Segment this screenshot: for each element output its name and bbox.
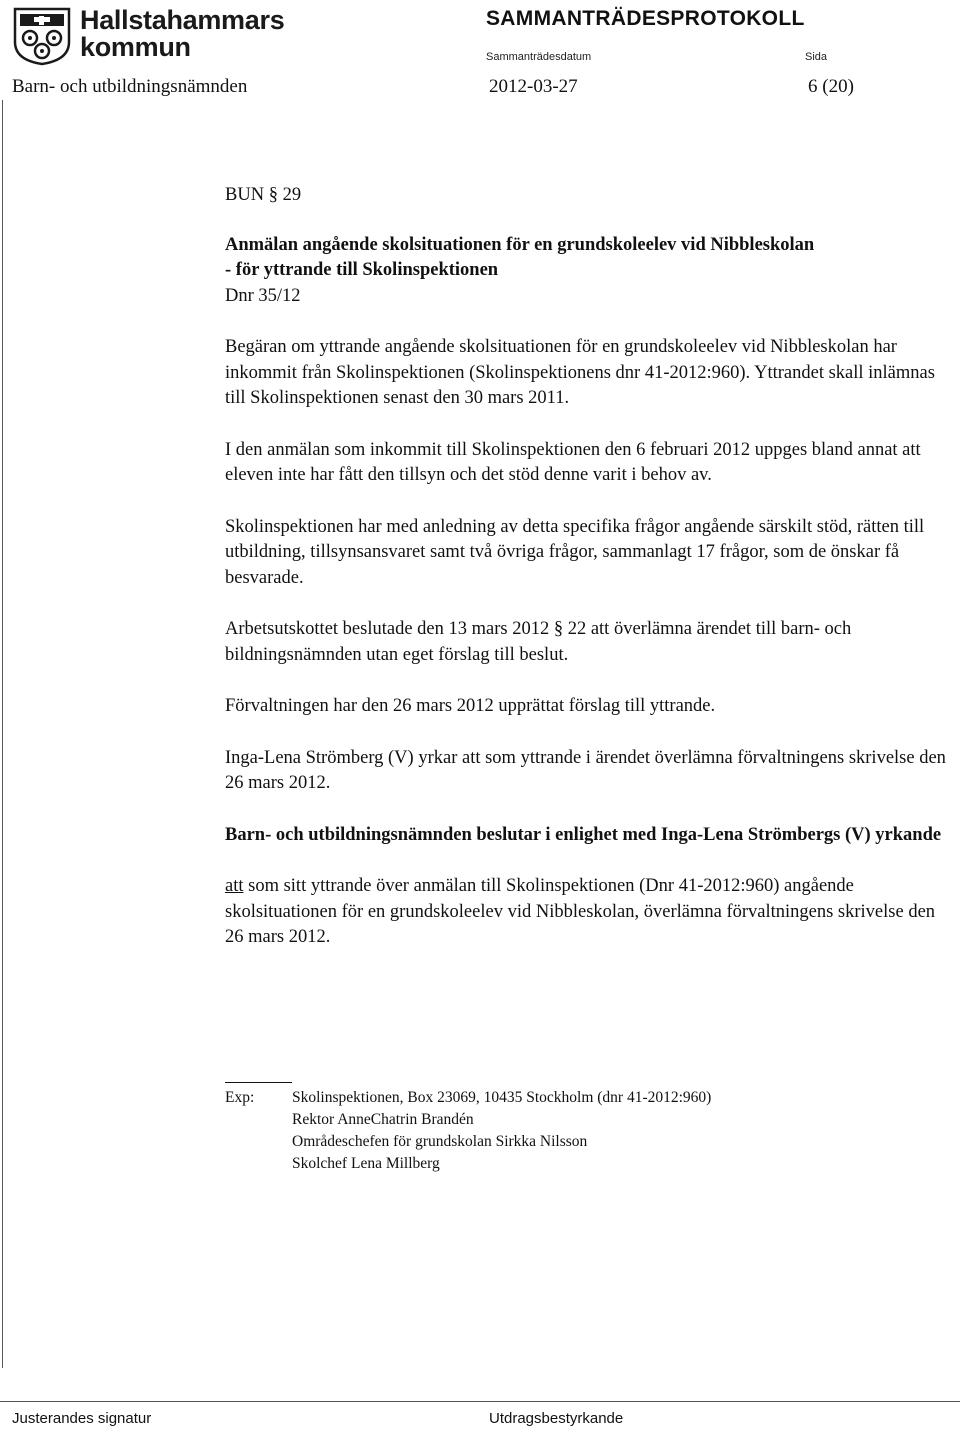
left-margin-rule (2, 100, 3, 1368)
paragraph-request: Begäran om yttrande angående skolsituationen för en grundskoleelev vid Nibbleskolan har inkommit från Skolinspektionen (Skolinspektionens dnr 41-2012:960). Yttrandet skall inlämnas till Skolinspektionen senast den 30 mars 2011. (225, 337, 935, 408)
section-id: BUN § 29 (225, 185, 302, 205)
item-heading-line2: - för yttrande till Skolinspektionen (225, 260, 499, 280)
exp-label: Exp: (225, 1089, 255, 1106)
exp-recipient: Skolchef Lena Millberg (292, 1155, 440, 1172)
dnr: Dnr 35/12 (225, 285, 301, 306)
decision-heading: Barn- och utbildningsnämnden beslutar i enlighet med Inga-Lena Strömbergs (V) yrkande (225, 824, 942, 845)
page-number: 6 (20) (808, 76, 854, 97)
att-keyword: att (225, 876, 244, 896)
protocol-body (225, 183, 955, 951)
document-type-title: SAMMANTRÄDESPROTOKOLL (486, 7, 805, 30)
exp-recipient: Områdeschefen för grundskolan Sirkka Nilsson (292, 1133, 588, 1150)
meeting-date: 2012-03-27 (489, 76, 578, 97)
committee-name: Barn- och utbildningsnämnden (12, 76, 248, 97)
footer-rule (0, 1401, 960, 1402)
extract-certification-label: Utdragsbestyrkande (489, 1410, 624, 1427)
paragraph-report: I den anmälan som inkommit till Skolinspektionen den 6 februari 2012 uppges bland annat att eleven inte har fått den tillsyn och det stöd denne varit i behov av. (225, 439, 921, 485)
org-name-line2: kommun (80, 32, 191, 62)
item-heading-line1: Anmälan angående skolsituationen för en grundskoleelev vid Nibbleskolan (225, 234, 815, 255)
signature-label: Justerandes signatur (12, 1410, 152, 1427)
exp-recipient: Rektor AnneChatrin Brandén (292, 1111, 474, 1128)
decision-text: att som sitt yttrande över anmälan till Skolinspektionen (Dnr 41-2012:960) angående skolsituationen för en grundskoleelev vid Nibbleskolan, överlämna förvaltningens skrivelse den 26 mars 2012. (225, 876, 936, 947)
paragraph-working-committee: Arbetsutskottet beslutade den 13 mars 2012 § 22 att överlämna ärendet till barn- och bildningsnämnden utan eget förslag till beslut. (225, 619, 852, 665)
distribution-list (225, 1082, 711, 1175)
paragraph-administration: Förvaltningen har den 26 mars 2012 upprättat förslag till yttrande. (225, 696, 716, 716)
org-name-line1: Hallstahammars (80, 5, 285, 35)
paragraph-questions: Skolinspektionen har med anledning av detta specifika frågor angående särskilt stöd, rätten till utbildning, tillsynsansvaret samt två övriga frågor, sammanlagt 17 frågor, som de önskar få besvarade. (225, 516, 925, 588)
coat-of-arms-icon (12, 6, 72, 66)
meeting-date-label: Sammanträdesdatum (486, 51, 592, 63)
paragraph-motion: Inga-Lena Strömberg (V) yrkar att som yttrande i ärendet överlämna förvaltningens skrivelse den 26 mars 2012. (225, 747, 946, 793)
page-label: Sida (805, 51, 828, 63)
exp-recipient: Skolinspektionen, Box 23069, 10435 Stockholm (dnr 41-2012:960) (292, 1089, 712, 1106)
item-heading (225, 233, 955, 284)
exp-separator (225, 1082, 292, 1083)
